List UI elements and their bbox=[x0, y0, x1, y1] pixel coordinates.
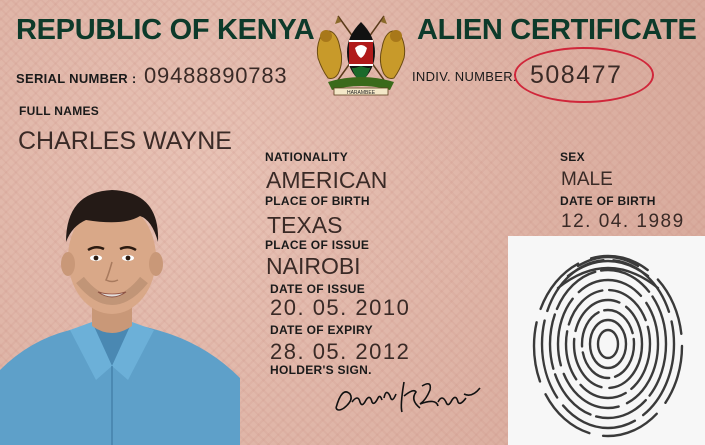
place-of-issue-label: PLACE OF ISSUE bbox=[265, 238, 370, 252]
nationality-label: NATIONALITY bbox=[265, 150, 349, 164]
serial-number-label: SERIAL NUMBER : bbox=[16, 71, 137, 86]
sex-value: MALE bbox=[561, 169, 613, 190]
date-of-birth-label: DATE OF BIRTH bbox=[560, 194, 656, 208]
holder-portrait-photo bbox=[0, 180, 240, 445]
kenya-coat-of-arms-icon bbox=[314, 10, 408, 100]
full-names-label: FULL NAMES bbox=[19, 104, 100, 118]
document-type-title: ALIEN CERTIFICATE bbox=[417, 14, 697, 46]
fingerprint-panel bbox=[508, 236, 705, 445]
nationality-value: AMERICAN bbox=[266, 167, 388, 193]
indiv-number-value: 508477 bbox=[530, 61, 623, 89]
place-of-issue-value: NAIROBI bbox=[266, 253, 361, 279]
date-of-expiry-label: DATE OF EXPIRY bbox=[270, 323, 373, 337]
coat-of-arms-motto: HARAMBEE bbox=[346, 90, 376, 96]
date-of-expiry-value: 28. 05. 2012 bbox=[270, 339, 411, 364]
holder-signature bbox=[330, 372, 490, 422]
sex-label: SEX bbox=[560, 150, 585, 164]
country-title: REPUBLIC OF KENYA bbox=[16, 14, 315, 46]
full-names-value: CHARLES WAYNE bbox=[18, 127, 232, 155]
holders-sign-label: HOLDER'S SIGN. bbox=[270, 363, 372, 377]
date-of-issue-label: DATE OF ISSUE bbox=[270, 282, 366, 296]
place-of-birth-value: TEXAS bbox=[267, 212, 343, 238]
serial-number-value: 09488890783 bbox=[144, 63, 288, 88]
place-of-birth-label: PLACE OF BIRTH bbox=[265, 194, 370, 208]
date-of-issue-value: 20. 05. 2010 bbox=[270, 295, 411, 320]
indiv-number-label: INDIV. NUMBER: bbox=[412, 69, 517, 84]
date-of-birth-value: 12. 04. 1989 bbox=[561, 211, 685, 232]
fingerprint-icon bbox=[508, 236, 705, 445]
